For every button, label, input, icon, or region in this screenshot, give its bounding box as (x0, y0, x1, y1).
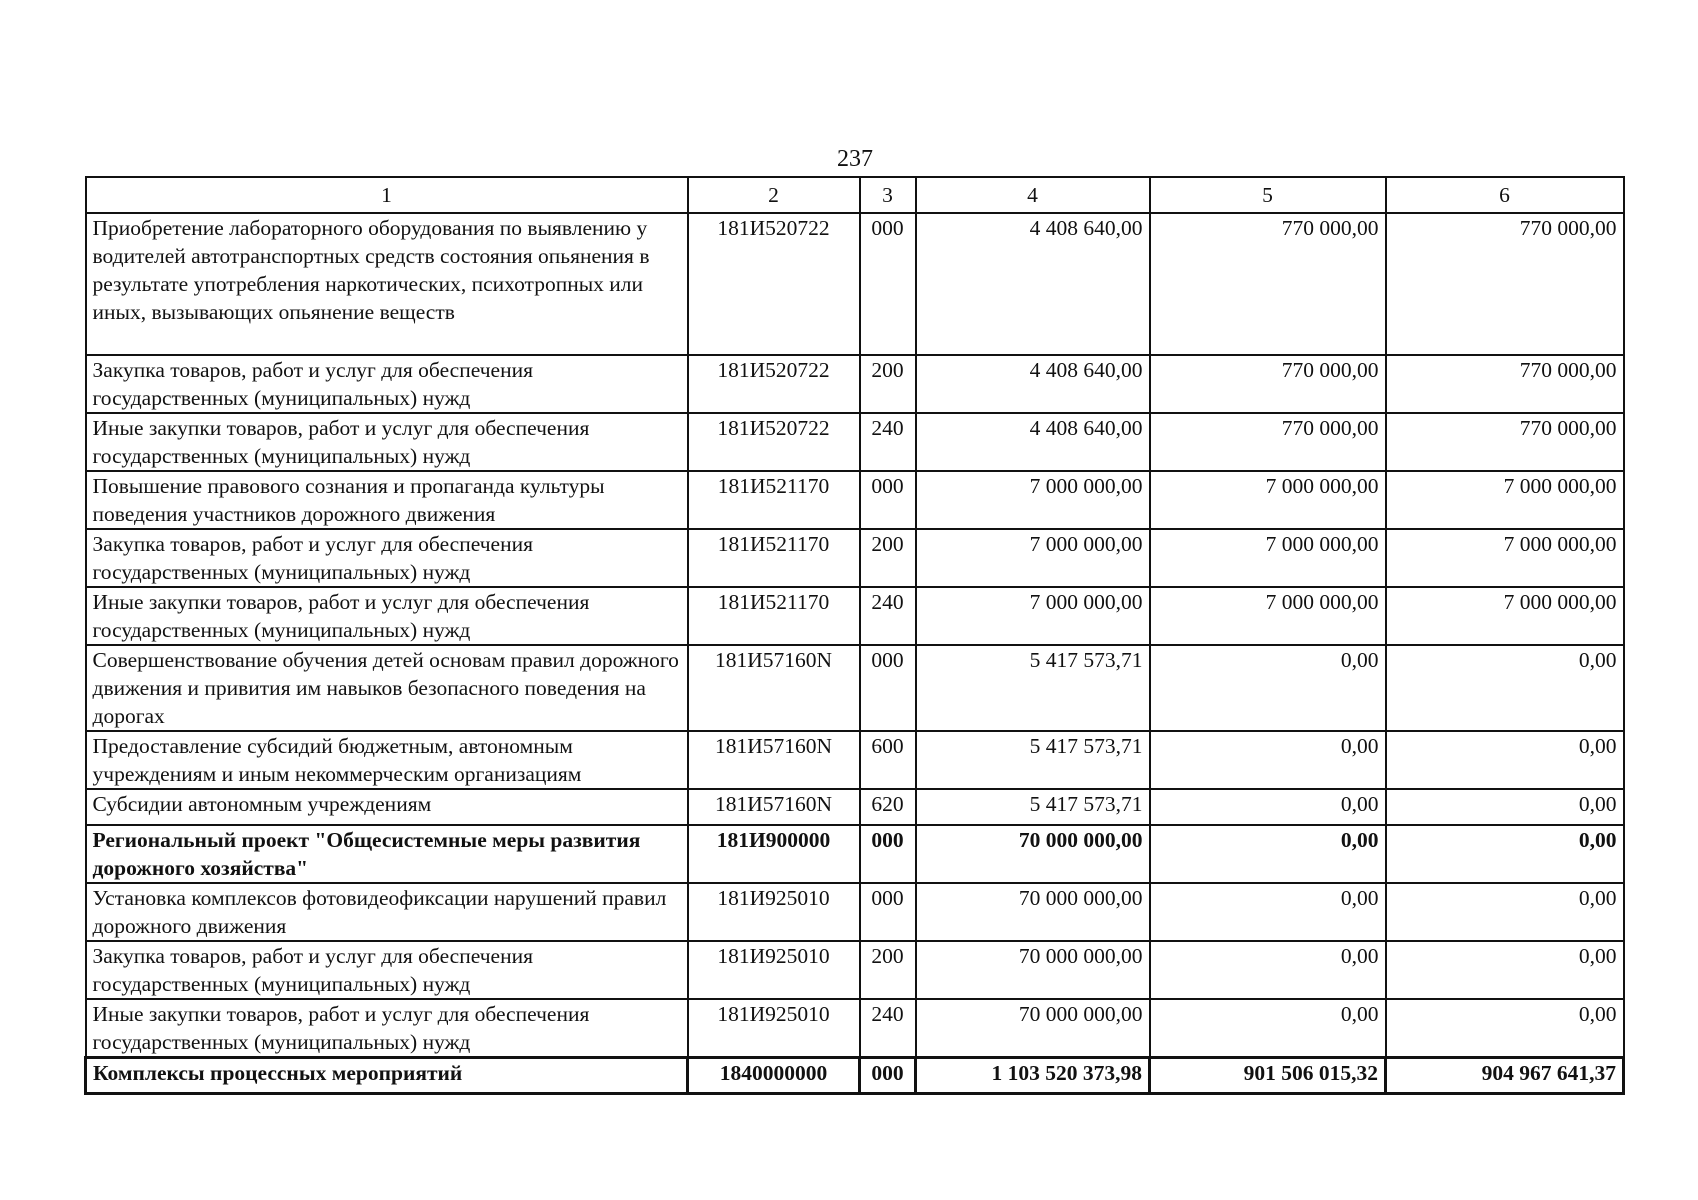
row-code-cell: 181И57160N (688, 789, 860, 825)
row-name-cell: Совершенствование обучения детей основам правил дорожного движения и привития им навыков безопасного поведения на дорогах (86, 645, 688, 731)
table-row (86, 471, 1624, 529)
table-row (86, 355, 1624, 413)
row-kind-cell: 000 (860, 825, 916, 883)
row-code-cell: 181И521170 (688, 587, 860, 645)
row-amount-year1-cell: 5 417 573,71 (916, 645, 1150, 731)
budget-table (84, 176, 1625, 1095)
row-kind-cell: 200 (860, 355, 916, 413)
row-code-cell: 181И57160N (688, 645, 860, 731)
row-name-cell: Предоставление субсидий бюджетным, автономным учреждениям и иным некоммерческим организациям (86, 731, 688, 789)
row-name-cell: Закупка товаров, работ и услуг для обеспечения государственных (муниципальных) нужд (86, 355, 688, 413)
row-code-cell: 181И520722 (688, 213, 860, 355)
row-amount-year1-cell: 70 000 000,00 (916, 825, 1150, 883)
row-amount-year2-cell: 7 000 000,00 (1150, 587, 1386, 645)
row-amount-year2-cell: 7 000 000,00 (1150, 529, 1386, 587)
row-kind-cell: 000 (860, 645, 916, 731)
row-amount-year2-cell: 0,00 (1150, 883, 1386, 941)
row-code-cell: 181И925010 (688, 883, 860, 941)
row-amount-year2-cell: 0,00 (1150, 789, 1386, 825)
row-code-cell: 1840000000 (688, 1058, 860, 1094)
row-amount-year2-cell: 0,00 (1150, 999, 1386, 1058)
row-amount-year1-cell: 5 417 573,71 (916, 789, 1150, 825)
row-kind-cell: 200 (860, 941, 916, 999)
row-amount-year3-cell: 770 000,00 (1386, 413, 1624, 471)
row-kind-cell: 000 (860, 883, 916, 941)
table-row (86, 999, 1624, 1058)
row-kind-cell: 240 (860, 587, 916, 645)
row-code-cell: 181И925010 (688, 941, 860, 999)
row-amount-year3-cell: 0,00 (1386, 883, 1624, 941)
row-amount-year3-cell: 0,00 (1386, 731, 1624, 789)
header-cell: 1 (86, 177, 688, 213)
row-amount-year3-cell: 7 000 000,00 (1386, 587, 1624, 645)
row-amount-year3-cell: 0,00 (1386, 941, 1624, 999)
table-row (86, 213, 1624, 355)
row-amount-year1-cell: 4 408 640,00 (916, 213, 1150, 355)
row-name-cell: Иные закупки товаров, работ и услуг для обеспечения государственных (муниципальных) нужд (86, 587, 688, 645)
row-code-cell: 181И900000 (688, 825, 860, 883)
row-kind-cell: 000 (860, 471, 916, 529)
row-name-cell: Закупка товаров, работ и услуг для обеспечения государственных (муниципальных) нужд (86, 941, 688, 999)
row-amount-year2-cell: 7 000 000,00 (1150, 471, 1386, 529)
row-amount-year1-cell: 70 000 000,00 (916, 999, 1150, 1058)
row-amount-year1-cell: 4 408 640,00 (916, 413, 1150, 471)
row-amount-year2-cell: 770 000,00 (1150, 213, 1386, 355)
row-amount-year3-cell: 0,00 (1386, 645, 1624, 731)
row-amount-year1-cell: 4 408 640,00 (916, 355, 1150, 413)
row-name-cell: Иные закупки товаров, работ и услуг для обеспечения государственных (муниципальных) нужд (86, 999, 688, 1058)
page-number: 237 (837, 146, 873, 172)
row-amount-year3-cell: 0,00 (1386, 825, 1624, 883)
row-kind-cell: 240 (860, 999, 916, 1058)
row-amount-year3-cell: 0,00 (1386, 999, 1624, 1058)
row-name-cell: Приобретение лабораторного оборудования по выявлению у водителей автотранспортных средств состояния опьянения в результате употребления наркотических, психотропных или иных, вызывающих опьянение веществ (86, 213, 688, 355)
table-row (86, 1058, 1624, 1094)
row-amount-year2-cell: 0,00 (1150, 731, 1386, 789)
row-kind-cell: 000 (860, 213, 916, 355)
row-code-cell: 181И521170 (688, 529, 860, 587)
row-amount-year1-cell: 70 000 000,00 (916, 941, 1150, 999)
row-amount-year1-cell: 7 000 000,00 (916, 587, 1150, 645)
row-name-cell: Иные закупки товаров, работ и услуг для обеспечения государственных (муниципальных) нужд (86, 413, 688, 471)
table-row (86, 529, 1624, 587)
row-code-cell: 181И57160N (688, 731, 860, 789)
row-amount-year3-cell: 770 000,00 (1386, 213, 1624, 355)
row-name-cell: Комплексы процессных мероприятий (86, 1058, 688, 1094)
row-amount-year3-cell: 0,00 (1386, 789, 1624, 825)
table-row (86, 789, 1624, 825)
row-amount-year3-cell: 904 967 641,37 (1386, 1058, 1624, 1094)
row-amount-year1-cell: 7 000 000,00 (916, 471, 1150, 529)
table-body (86, 213, 1624, 1094)
row-name-cell: Региональный проект "Общесистемные меры развития дорожного хозяйства" (86, 825, 688, 883)
row-code-cell: 181И520722 (688, 413, 860, 471)
header-cell: 2 (688, 177, 860, 213)
row-amount-year1-cell: 7 000 000,00 (916, 529, 1150, 587)
row-name-cell: Установка комплексов фотовидеофиксации нарушений правил дорожного движения (86, 883, 688, 941)
row-kind-cell: 000 (860, 1058, 916, 1094)
row-amount-year2-cell: 0,00 (1150, 941, 1386, 999)
row-amount-year2-cell: 0,00 (1150, 825, 1386, 883)
table-row (86, 645, 1624, 731)
header-cell: 4 (916, 177, 1150, 213)
table-row (86, 413, 1624, 471)
row-kind-cell: 620 (860, 789, 916, 825)
row-amount-year2-cell: 770 000,00 (1150, 413, 1386, 471)
row-code-cell: 181И520722 (688, 355, 860, 413)
header-cell: 6 (1386, 177, 1624, 213)
header-row (86, 177, 1624, 213)
row-amount-year3-cell: 7 000 000,00 (1386, 529, 1624, 587)
table-row (86, 825, 1624, 883)
row-amount-year2-cell: 0,00 (1150, 645, 1386, 731)
table-row (86, 883, 1624, 941)
row-name-cell: Повышение правового сознания и пропаганда культуры поведения участников дорожного движения (86, 471, 688, 529)
table-row (86, 731, 1624, 789)
row-amount-year1-cell: 5 417 573,71 (916, 731, 1150, 789)
table-row (86, 941, 1624, 999)
row-name-cell: Закупка товаров, работ и услуг для обеспечения государственных (муниципальных) нужд (86, 529, 688, 587)
row-amount-year2-cell: 901 506 015,32 (1150, 1058, 1386, 1094)
header-cell: 3 (860, 177, 916, 213)
row-amount-year3-cell: 7 000 000,00 (1386, 471, 1624, 529)
row-kind-cell: 200 (860, 529, 916, 587)
table-row (86, 587, 1624, 645)
row-name-cell: Субсидии автономным учреждениям (86, 789, 688, 825)
row-code-cell: 181И925010 (688, 999, 860, 1058)
row-kind-cell: 600 (860, 731, 916, 789)
row-amount-year2-cell: 770 000,00 (1150, 355, 1386, 413)
header-cell: 5 (1150, 177, 1386, 213)
row-amount-year1-cell: 70 000 000,00 (916, 883, 1150, 941)
row-kind-cell: 240 (860, 413, 916, 471)
row-code-cell: 181И521170 (688, 471, 860, 529)
row-amount-year1-cell: 1 103 520 373,98 (916, 1058, 1150, 1094)
row-amount-year3-cell: 770 000,00 (1386, 355, 1624, 413)
